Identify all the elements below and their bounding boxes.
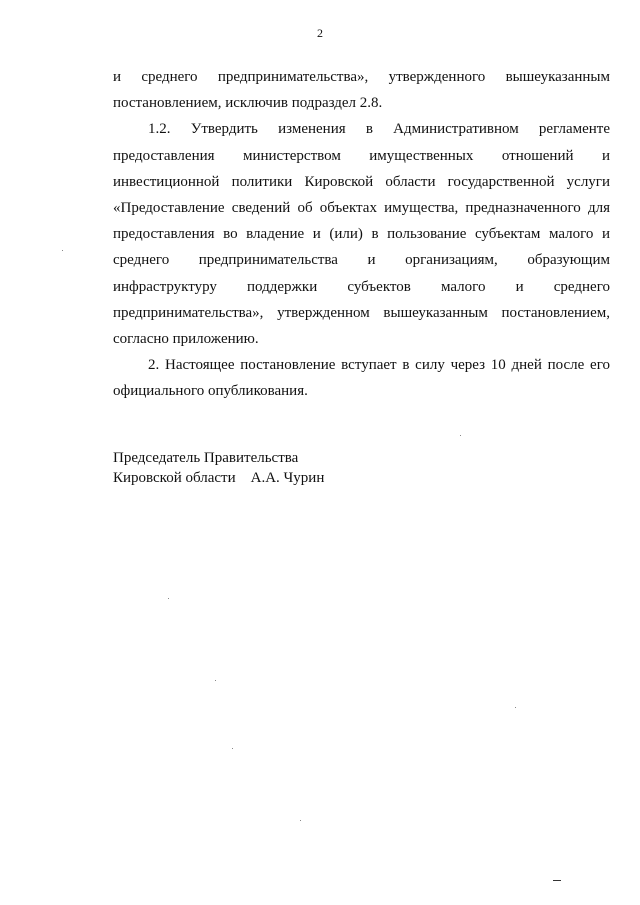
scan-mark bbox=[553, 880, 561, 881]
scan-speck bbox=[62, 250, 63, 251]
paragraph-item-1-2: 1.2. Утвердить изменения в Административном регламенте предоставления министерством имущественных отношений и инвестиционной политики Кировской области государственной услуги «Предоставление сведений об объектах имущества, предназначенного для предоставления во владение и (или) в пользование субъектам малого и среднего предпринимательства и организациям, образующим инфраструктуру поддержки субъектов малого и среднего предпринимательства», утвержденном вышеуказанным постановлением, согласно приложению. bbox=[113, 121, 610, 348]
paragraph-item-2: 2. Настоящее постановление вступает в силу через 10 дней после его официального опубликования. bbox=[113, 357, 610, 400]
scan-speck bbox=[168, 598, 169, 599]
document-body bbox=[113, 64, 610, 405]
signature-block bbox=[113, 448, 324, 488]
scan-speck bbox=[515, 707, 516, 708]
scan-speck bbox=[460, 435, 461, 436]
scan-speck bbox=[232, 748, 233, 749]
scan-speck bbox=[215, 680, 216, 681]
scan-speck bbox=[300, 820, 301, 821]
signatory-title: Председатель Правительства bbox=[113, 450, 299, 466]
signatory-region-name: Кировской области А.А. Чурин bbox=[113, 470, 325, 486]
page-number: 2 bbox=[317, 26, 323, 40]
paragraph-continuation: и среднего предпринимательства», утвержденного вышеуказанным постановлением, исключив подраздел 2.8. bbox=[113, 69, 610, 112]
